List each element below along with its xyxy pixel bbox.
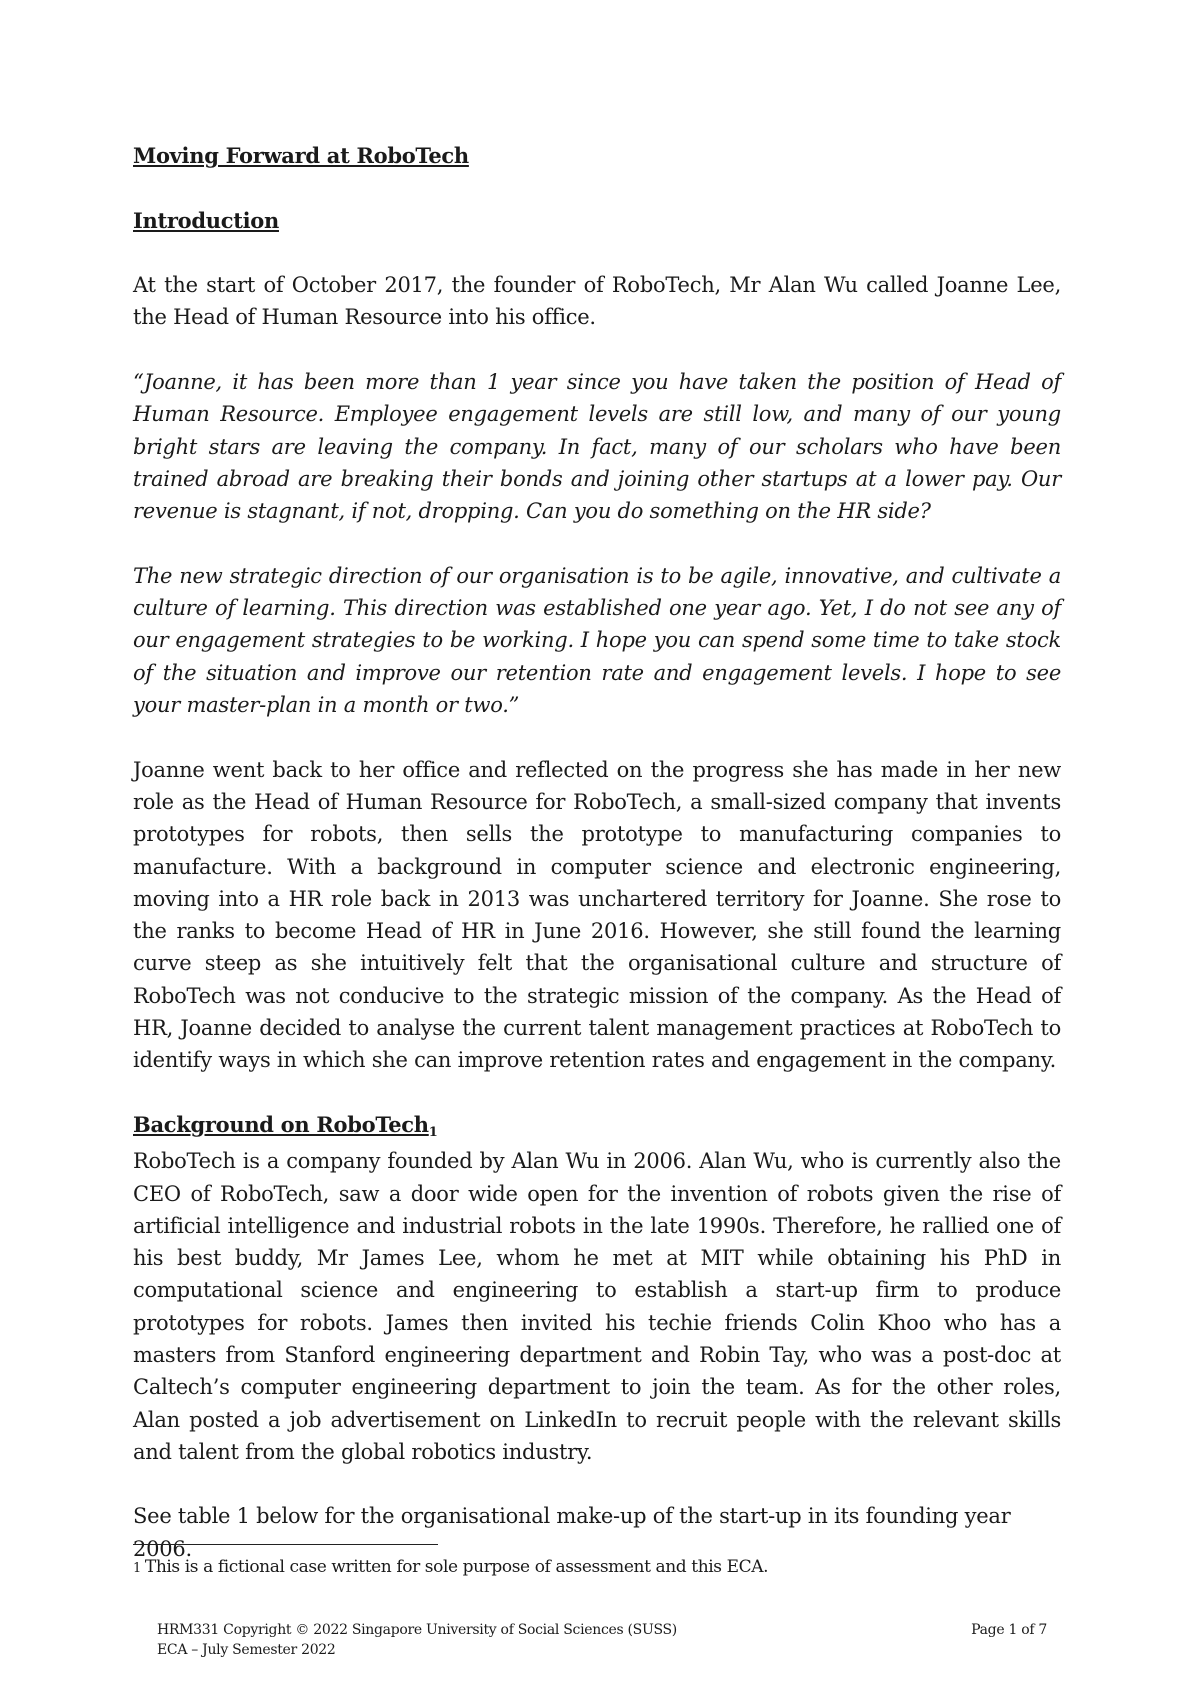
- quote-paragraph-1: “Joanne, it has been more than 1 year since you have taken the position of Head of Human Resource. Employee engagement levels are still low, and many of our young bright stars are leaving the company. In fact, many of our scholars who have been trained abroad are breaking their bonds and joining other startups at a lower pay. Our revenue is stagnant, if not, dropping. Can you do something on the HR side?: [133, 370, 1061, 524]
- footnote-text: This is a fictional case written for sole purpose of assessment and this ECA.: [144, 1557, 769, 1577]
- background-paragraph-1: RoboTech is a company founded by Alan Wu in 2006. Alan Wu, who is currently also the CEO of RoboTech, saw a door wide open for the invention of robots given the rise of artificial intelligence and industrial robots in the late 1990s. Therefore, he rallied one of his best buddy, Mr James Lee, whom he met at MIT while obtaining his PhD in computational science and engineering to establish a start-up firm to produce prototypes for robots. James then invited his techie friends Colin Khoo who has a masters from Stanford engineering department and Robin Tay, who was a post-doc at Caltech’s computer engineering department to join the team. As for the other roles, Alan posted a job advertisement on LinkedIn to recruit people with the relevant skills and talent from the global robotics industry.: [133, 1149, 1061, 1464]
- introduction-heading: Introduction: [133, 207, 279, 233]
- introduction-paragraph-1: At the start of October 2017, the founder of RoboTech, Mr Alan Wu called Joanne Lee, the Head of Human Resource into his office.: [133, 273, 1061, 330]
- footnote-reference[interactable]: 1: [428, 1124, 438, 1140]
- document-body: [133, 140, 1061, 1565]
- document-title: Moving Forward at RoboTech: [133, 143, 469, 168]
- footnote: [133, 1556, 768, 1580]
- footer-page-number: Page 1 of 7: [971, 1622, 1047, 1638]
- quote-paragraph-2: The new strategic direction of our organisation is to be agile, innovative, and cultivate a culture of learning. This direction was established one year ago. Yet, I do not see any of our engagement strategies to be working. I hope you can spend some time to take stock of the situation and improve our retention rate and engagement levels. I hope to see your master-plan in a month or two.”: [133, 563, 1061, 718]
- background-heading: [133, 1109, 1061, 1145]
- page-footer: [157, 1620, 1047, 1660]
- introduction-paragraph-2: Joanne went back to her office and reflected on the progress she has made in her new role as the Head of Human Resource for RoboTech, a small-sized company that invents prototypes for robots, then sells the prototype to manufacturing companies to manufacture. With a background in computer science and electronic engineering, moving into a HR role back in 2013 was unchartered territory for Joanne. She rose to the ranks to become Head of HR in June 2016. However, she still found the learning curve steep as she intuitively felt that the organisational culture and structure of RoboTech was not conducive to the strategic mission of the company. As the Head of HR, Joanne decided to analyse the current talent management practices at RoboTech to identify ways in which she can improve retention rates and engagement in the company.: [133, 757, 1061, 1073]
- footer-semester: ECA – July Semester 2022: [157, 1642, 336, 1658]
- background-heading-text: Background on RoboTech: [133, 1111, 429, 1137]
- footnote-number: 1: [133, 1561, 141, 1576]
- background-paragraph-2: See table 1 below for the organisational make-up of the start-up in its founding year 2006.: [133, 1504, 1011, 1561]
- footer-copyright: HRM331 Copyright © 2022 Singapore University of Social Sciences (SUSS): [157, 1622, 677, 1638]
- footnote-divider: [133, 1544, 438, 1545]
